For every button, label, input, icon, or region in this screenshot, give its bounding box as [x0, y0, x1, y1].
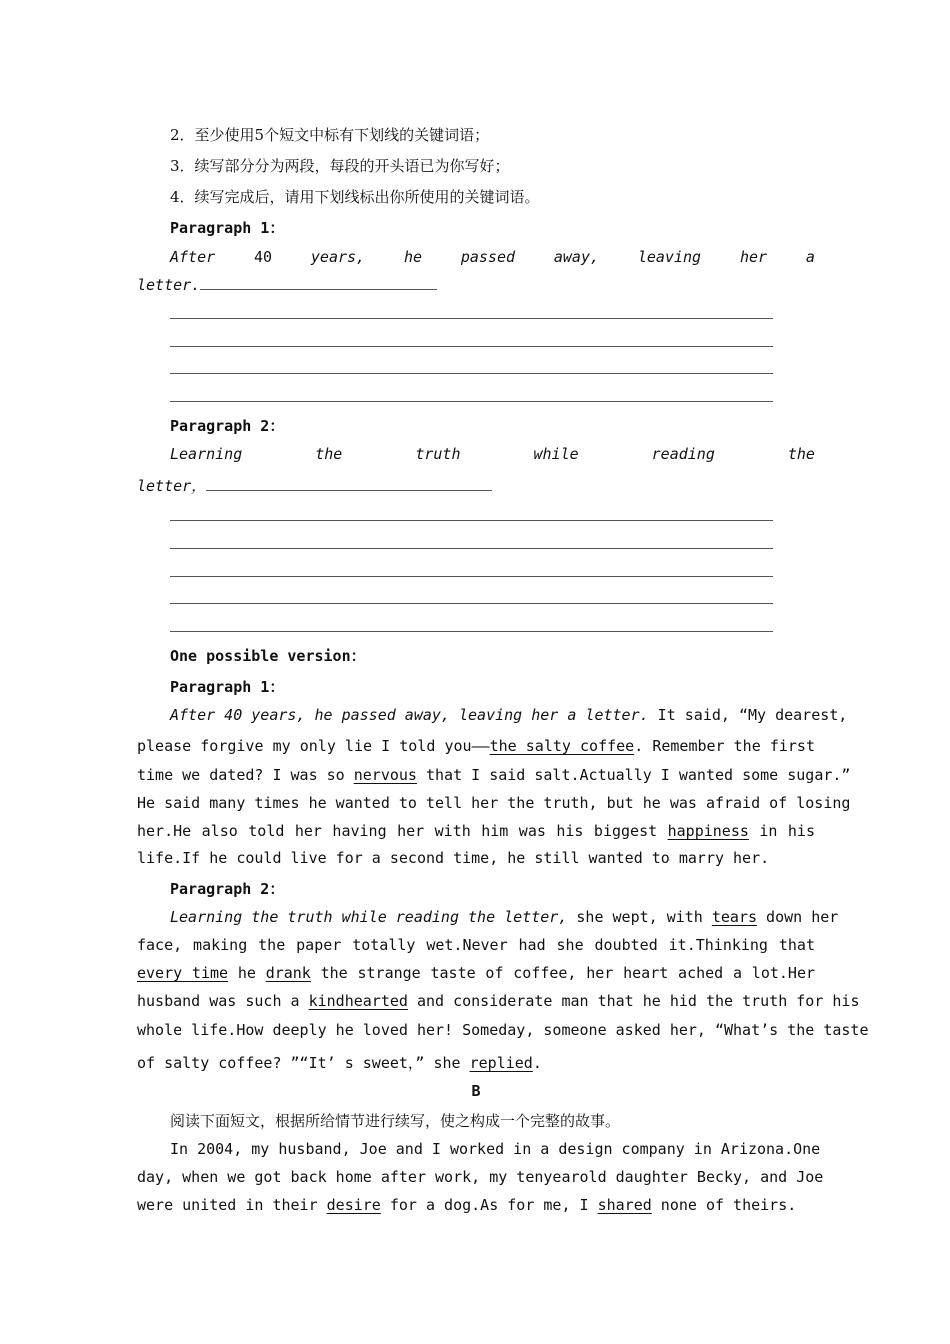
section-b-line-3 — [137, 1196, 815, 1214]
prompt-word: her — [739, 248, 768, 266]
version-p2-line-5: whole life.How deeply he loved her! Someday, someone asked her, “What’s the taste — [137, 1021, 869, 1039]
instruction-4: 4．续写完成后，请用下划线标出你所使用的关键词语。 — [170, 188, 540, 206]
prompt-word: reading — [651, 445, 715, 463]
keyword-underlined: tears — [711, 908, 758, 926]
section-b-line-1: In 2004, my husband, Joe and I worked in a design company in Arizona.One — [170, 1140, 821, 1158]
answer-blank[interactable] — [200, 277, 437, 290]
version-p2-line-3 — [137, 964, 815, 982]
prompt-word: truth — [415, 445, 461, 463]
prompt-word: passed — [460, 248, 516, 266]
text-span: in his — [748, 822, 815, 840]
text-span: time we dated? I was so — [137, 766, 354, 784]
exercise-paragraph-2-prompt-end — [137, 475, 815, 496]
version-paragraph-2-label: Paragraph 2： — [170, 880, 285, 898]
section-b-heading: B — [471, 1082, 481, 1100]
text-span: he — [228, 964, 266, 982]
instruction-3: 3．续写部分分为两段，每段的开头语已为你写好； — [170, 157, 510, 175]
exercise-paragraph-2-label: Paragraph 2： — [170, 417, 285, 435]
keyword-underlined: happiness — [667, 822, 749, 840]
version-p1-line-2 — [137, 737, 815, 755]
lead-sentence: Learning the truth while reading the letter, — [170, 908, 568, 926]
keyword-underlined: replied — [469, 1054, 533, 1072]
keyword-underlined: drank — [265, 964, 311, 982]
text-span: . Remember the first — [634, 737, 815, 755]
keyword-underlined: every time — [137, 964, 229, 982]
answer-line[interactable] — [170, 576, 773, 577]
version-p1-line-3 — [137, 766, 851, 784]
text-span: none of theirs. — [651, 1196, 797, 1214]
version-p2-line-1 — [170, 908, 839, 926]
text-span: her.He also told her having her with him was his biggest — [137, 822, 668, 840]
text-span: she wept, with — [567, 908, 712, 926]
version-p2-line-4 — [137, 992, 860, 1010]
prompt-word: the — [315, 445, 343, 463]
answer-blank[interactable] — [206, 478, 492, 491]
prompt-word: Learning — [170, 445, 243, 463]
section-b-line-2: day, when we got back home after work, my tenyearold daughter Becky, and Joe — [137, 1168, 824, 1186]
lead-sentence: After 40 years, he passed away, leaving her a letter. — [170, 706, 649, 724]
answer-line[interactable] — [170, 318, 773, 319]
keyword-underlined: kindhearted — [308, 992, 408, 1010]
prompt-word: After — [170, 248, 216, 266]
exercise-paragraph-1-prompt-end — [137, 276, 815, 294]
version-p2-line-2: face, making the paper totally wet.Never had she doubted it.Thinking that — [137, 936, 815, 954]
text-span: . — [532, 1054, 542, 1072]
answer-line[interactable] — [170, 603, 773, 604]
version-paragraph-1-label: Paragraph 1： — [170, 678, 285, 696]
text-span: that I said salt.Actually I wanted some sugar.” — [416, 766, 851, 784]
keyword-underlined: nervous — [353, 766, 417, 784]
answer-line[interactable] — [170, 346, 773, 347]
prompt-word: the — [787, 445, 815, 463]
exercise-paragraph-1-label: Paragraph 1： — [170, 219, 285, 237]
answer-line[interactable] — [170, 373, 773, 374]
prompt-word: away, — [553, 248, 600, 266]
version-p1-line-1 — [170, 706, 848, 724]
prompt-word: letter， — [137, 477, 207, 495]
version-p1-line-5 — [137, 822, 815, 840]
prompt-word: leaving — [637, 248, 702, 266]
prompt-word: while — [533, 445, 579, 463]
text-span: for a dog.As for me, I — [380, 1196, 598, 1214]
version-p2-line-6 — [137, 1052, 815, 1073]
answer-line[interactable] — [170, 520, 773, 521]
version-p1-line-4: He said many times he wanted to tell her the truth, but he was afraid of losing — [137, 794, 851, 812]
version-p1-line-6: life.If he could live for a second time, he still wanted to marry her. — [137, 849, 770, 867]
answer-line[interactable] — [170, 631, 773, 632]
prompt-word: a — [805, 248, 815, 266]
answer-line[interactable] — [170, 548, 773, 549]
prompt-word: years, — [310, 248, 366, 266]
prompt-word: letter. — [137, 276, 201, 294]
exercise-paragraph-1-prompt — [170, 248, 815, 266]
section-b-instruction: 阅读下面短文，根据所给情节进行续写，使之构成一个完整的故事。 — [170, 1112, 621, 1130]
keyword-underlined: desire — [326, 1196, 381, 1214]
text-span: down her — [757, 908, 839, 926]
text-span: please forgive my only lie I told you—— — [137, 737, 490, 755]
answer-line[interactable] — [170, 401, 773, 402]
exercise-paragraph-2-prompt — [170, 445, 815, 463]
text-span: It said, “My dearest, — [648, 706, 848, 724]
prompt-word: he — [403, 248, 422, 266]
text-span: of salty coffee? ”“It’ s sweet，” she — [137, 1054, 470, 1072]
text-span: were united in their — [137, 1196, 327, 1214]
version-title: One possible version： — [170, 647, 366, 665]
text-span: husband was such a — [137, 992, 309, 1010]
keyword-underlined: the salty coffee — [489, 737, 635, 755]
keyword-underlined: shared — [597, 1196, 652, 1214]
text-span: the strange taste of coffee, her heart ached a lot.Her — [310, 964, 815, 982]
instruction-2: 2．至少使用5个短文中标有下划线的关键词语； — [170, 126, 490, 144]
prompt-word: 40 — [254, 248, 273, 266]
text-span: and considerate man that he hid the truth for his — [407, 992, 860, 1010]
